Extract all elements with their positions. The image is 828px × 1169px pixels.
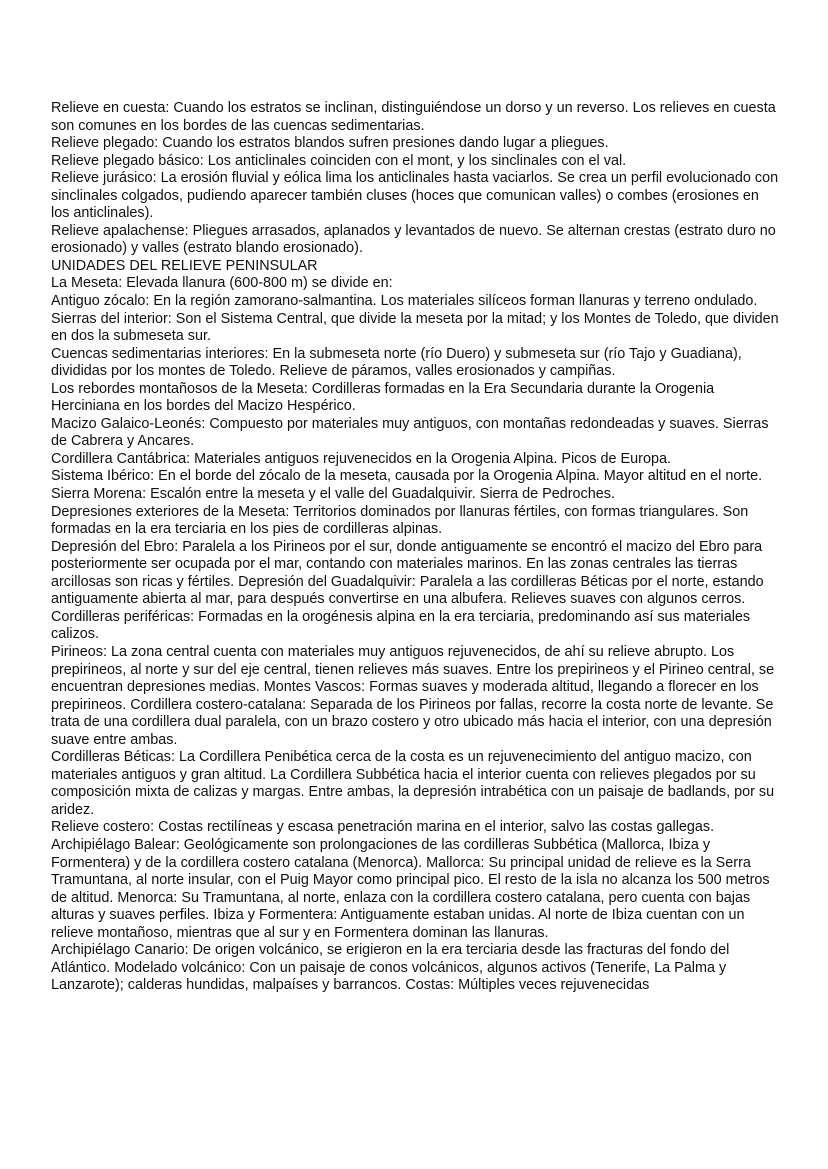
paragraph-relieve-plegado-basico: Relieve plegado básico: Los anticlinales coinciden con el mont, y los sinclinales con el val. (51, 152, 627, 169)
paragraph-la-meseta: La Meseta: Elevada llanura (600-800 m) se divide en: (51, 275, 393, 292)
paragraph-relieve-plegado: Relieve plegado: Cuando los estratos blandos sufren presiones dando lugar a pliegues. (51, 135, 609, 152)
paragraph-cordilleras-beticas: Cordilleras Béticas: La Cordillera Penibética cerca de la costa es un rejuvenecimiento del antiguo macizo, con materiales antiguos y gran altitud. La Cordillera Subbética hacia el interior cuenta con relieves plegados por su composición mixta de calizas y margas. Entre ambas, la depresión intrabética con un paisaje de badlands, por su aridez. (51, 749, 775, 818)
section-heading: UNIDADES DEL RELIEVE PENINSULAR (51, 257, 318, 274)
paragraph-pirineos: Pirineos: La zona central cuenta con materiales muy antiguos rejuvenecidos, de ahí su relieve abrupto. Los prepirineos, al norte y sur del eje central, tienen relieves más suaves. Entre los prepirineos y el Pirineo central, se encuentran depresiones medias. Montes Vascos: Formas suaves y moderada altitud, llegando a florecer en los prepirineos. Cordillera costero-catalana: Separada de los Pirineos por fallas, recorre la costa norte de levante. Se trata de una cordillera dual paralela, con un brazo costero y otro ubicado más hacia el interior, con una depresión suave entre ambas. (51, 643, 775, 748)
paragraph-rebordes-montanosos: Los rebordes montañosos de la Meseta: Cordilleras formadas en la Era Secundaria durante la Orogenia Herciniana en los bordes del Macizo Hespérico. (51, 380, 715, 415)
paragraph-relieve-jurasico: Relieve jurásico: La erosión fluvial y eólica lima los anticlinales hasta vaciarlos. Se crea un perfil evolucionado con sinclinales colgados, pudiendo aparecer también cluses (hoces que comunican valles) o combes (erosiones en los anticlinales). (51, 170, 779, 222)
paragraph-cordilleras-perifericas: Cordilleras periféricas: Formadas en la orogénesis alpina en la era terciaria, predominando así sus materiales calizos. (51, 608, 751, 643)
paragraph-antiguo-zocalo: Antiguo zócalo: En la región zamorano-salmantina. Los materiales silíceos forman llanuras y terreno ondulado. (51, 293, 758, 310)
paragraph-depresion-ebro: Depresión del Ebro: Paralela a los Pirineos por el sur, donde antiguamente se encontró el macizo del Ebro para posteriormente ser ocupada por el mar, contando con materiales marinos. En las zonas centrales las tierras arcillosas son ricas y fértiles. Depresión del Guadalquivir: Paralela a las cordilleras Béticas por el norte, estando antiguamente abierta al mar, para después convertirse en una albufera. Relieves suaves con algunos cerros. (51, 538, 764, 608)
paragraph-macizo-galaico-leones: Macizo Galaico-Leonés: Compuesto por materiales muy antiguos, con montañas redondeadas y suaves. Sierras de Cabrera y Ancares. (51, 415, 769, 450)
paragraph-sistema-iberico: Sistema Ibérico: En el borde del zócalo de la meseta, causada por la Orogenia Alpina. Mayor altitud en el norte. (51, 468, 763, 485)
paragraph-cuencas-sedimentarias: Cuencas sedimentarias interiores: En la submeseta norte (río Duero) y submeseta sur (río Tajo y Guadiana), divididas por los montes de Toledo. Relieve de páramos, valles erosionados y campiñas. (51, 345, 742, 380)
paragraph-archipielago-canario: Archipiélago Canario: De origen volcánico, se erigieron en la era terciaria desde las fracturas del fondo del Atlántico. Modelado volcánico: Con un paisaje de conos volcánicos, algunos activos (Tenerife, La Palma y Lanzarote); calderas hundidas, malpaíses y barrancos. Costas: Múltiples veces rejuvenecidas (51, 942, 730, 994)
paragraph-relieve-apalachense: Relieve apalachense: Pliegues arrasados, aplanados y levantados de nuevo. Se alternan crestas (estrato duro no erosionado) y valles (estrato blando erosionado). (51, 222, 776, 257)
paragraph-cordillera-cantabrica: Cordillera Cantábrica: Materiales antiguos rejuvenecidos en la Orogenia Alpina. Picos de Europa. (51, 450, 671, 467)
document-page (51, 100, 781, 995)
paragraph-sierras-interior: Sierras del interior: Son el Sistema Central, que divide la meseta por la mitad; y los Montes de Toledo, que dividen en dos la submeseta sur. (51, 310, 779, 345)
paragraph-relieve-costero: Relieve costero: Costas rectilíneas y escasa penetración marina en el interior, salvo las costas gallegas. (51, 819, 715, 836)
paragraph-depresiones-exteriores: Depresiones exteriores de la Meseta: Territorios dominados por llanuras fértiles, con formas triangulares. Son formadas en la era terciaria en los pies de cordilleras alpinas. (51, 503, 749, 538)
paragraph-archipielago-balear: Archipiélago Balear: Geológicamente son prolongaciones de las cordilleras Subbética (Mallorca, Ibiza y Formentera) y de la cordillera costero catalana (Menorca). Mallorca: Su principal unidad de relieve es la Serra Tramuntana, al norte insular, con el Puig Mayor como principal pico. El resto de la isla no alcanza los 500 metros de altitud. Menorca: Su Tramuntana, al norte, enlaza con la cordillera costero catalana, pero cuenta con bajas alturas y suaves perfiles. Ibiza y Formentera: Antiguamente estaban unidas. Al norte de Ibiza cuentan con un relieve montañoso, mientras que al sur y en Formentera dominan las llanuras. (51, 836, 770, 941)
paragraph-relieve-en-cuesta: Relieve en cuesta: Cuando los estratos se inclinan, distinguiéndose un dorso y un reverso. Los relieves en cuesta son comunes en los bordes de las cuencas sedimentarias. (51, 100, 776, 134)
paragraph-sierra-morena: Sierra Morena: Escalón entre la meseta y el valle del Guadalquivir. Sierra de Pedroches. (51, 486, 615, 503)
